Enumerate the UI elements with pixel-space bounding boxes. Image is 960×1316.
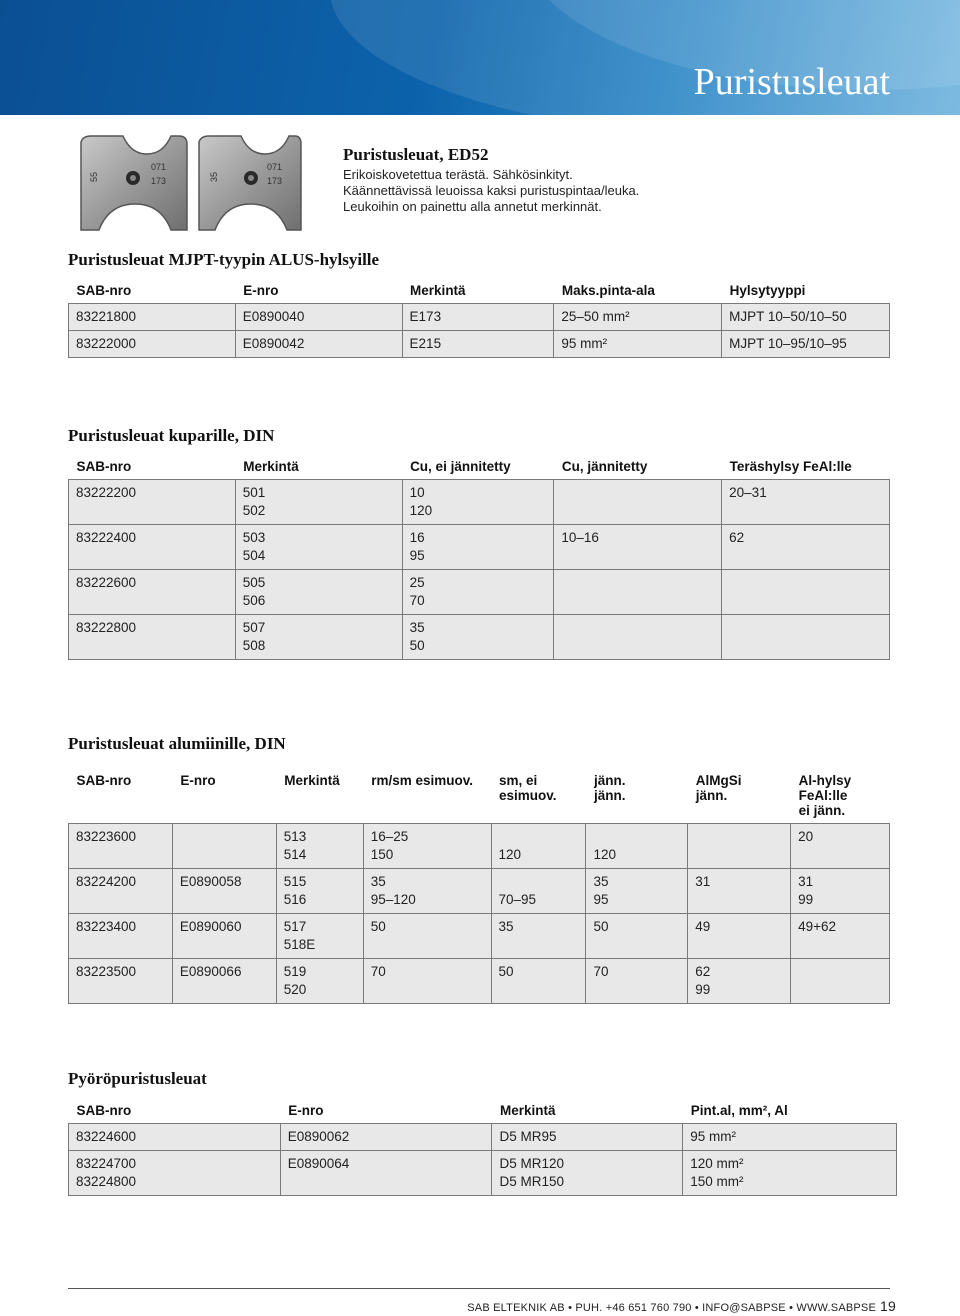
table-cell: 83221800 bbox=[69, 304, 236, 331]
table-cell: MJPT 10–50/10–50 bbox=[722, 304, 890, 331]
table-cell: D5 MR120 D5 MR150 bbox=[492, 1151, 683, 1196]
column-header: sm, ei esimuov. bbox=[499, 773, 557, 803]
column-header: SAB-nro bbox=[76, 773, 132, 788]
round-table bbox=[68, 1103, 897, 1196]
column-header: Hylsytyyppi bbox=[729, 283, 806, 298]
crimp-jaws-image bbox=[75, 130, 305, 240]
table-cell: 83222200 bbox=[69, 480, 236, 525]
table-cell: 70–95 bbox=[491, 869, 586, 914]
table-cell bbox=[722, 615, 890, 660]
table-row bbox=[69, 480, 890, 525]
section-title-cu: Puristusleuat kuparille, DIN bbox=[68, 426, 275, 445]
table-cell: 20 bbox=[791, 824, 890, 869]
table-cell: 10–16 bbox=[554, 525, 722, 570]
table-cell: 83222400 bbox=[69, 525, 236, 570]
table-cell: 95 mm² bbox=[683, 1124, 897, 1151]
table-cell: 31 bbox=[688, 869, 791, 914]
column-header: SAB-nro bbox=[76, 283, 132, 298]
column-header: Pint.al, mm², Al bbox=[690, 1103, 788, 1118]
column-header: AlMgSi jänn. bbox=[695, 773, 742, 803]
column-header: Cu, jännitetty bbox=[561, 459, 648, 474]
table-cell: 50 bbox=[363, 914, 491, 959]
table-cell: 49+62 bbox=[791, 914, 890, 959]
column-header: Maks.pinta-ala bbox=[561, 283, 655, 298]
cu-table bbox=[68, 459, 890, 660]
column-header: Merkintä bbox=[243, 459, 299, 474]
section-title-mjpt: Puristusleuat MJPT-tyypin ALUS-hylsyille bbox=[68, 250, 380, 269]
svg-text:071: 071 bbox=[267, 162, 283, 172]
column-header: E-nro bbox=[288, 1103, 324, 1118]
table-cell: 35 50 bbox=[402, 615, 554, 660]
table-cell: 503 504 bbox=[235, 525, 402, 570]
column-header: Merkintä bbox=[284, 773, 340, 788]
svg-text:173: 173 bbox=[267, 176, 283, 186]
column-header: Merkintä bbox=[410, 283, 466, 298]
table-row bbox=[69, 525, 890, 570]
table-cell: 16–25 150 bbox=[363, 824, 491, 869]
table-cell bbox=[554, 570, 722, 615]
svg-text:173: 173 bbox=[151, 176, 167, 186]
table-cell: 120 mm² 150 mm² bbox=[683, 1151, 897, 1196]
mjpt-table bbox=[68, 283, 890, 358]
intro-line: Leukoihin on painettu alla annetut merkinnät. bbox=[343, 199, 602, 214]
section-title-round: Pyöröpuristusleuat bbox=[68, 1069, 207, 1088]
table-row bbox=[69, 304, 890, 331]
table-cell: 50 bbox=[586, 914, 688, 959]
table-cell: E0890040 bbox=[235, 304, 402, 331]
table-cell: E215 bbox=[402, 331, 554, 358]
table-cell: 10 120 bbox=[402, 480, 554, 525]
table-cell: 83224200 bbox=[69, 869, 173, 914]
intro-line: Käännettävissä leuoissa kaksi puristuspintaa/leuka. bbox=[343, 183, 640, 198]
table-row bbox=[69, 615, 890, 660]
table-cell bbox=[172, 824, 276, 869]
intro-block bbox=[343, 145, 863, 215]
table-cell bbox=[791, 959, 890, 1004]
column-header: Al-hylsy FeAl:lle ei jänn. bbox=[798, 773, 852, 818]
column-header: SAB-nro bbox=[76, 459, 132, 474]
table-cell: E0890060 bbox=[172, 914, 276, 959]
table-cell: 120 bbox=[586, 824, 688, 869]
footer-divider bbox=[68, 1288, 890, 1289]
table-row bbox=[69, 1151, 897, 1196]
table-cell: 31 99 bbox=[791, 869, 890, 914]
table-cell: 25–50 mm² bbox=[554, 304, 722, 331]
footer bbox=[467, 1298, 896, 1314]
table-cell: E0890064 bbox=[280, 1151, 492, 1196]
column-header: E-nro bbox=[180, 773, 216, 788]
table-cell: 35 95 bbox=[586, 869, 688, 914]
table-row bbox=[69, 331, 890, 358]
table-cell bbox=[554, 615, 722, 660]
table-cell: E0890062 bbox=[280, 1124, 492, 1151]
table-cell: E0890066 bbox=[172, 959, 276, 1004]
table-cell: 83222800 bbox=[69, 615, 236, 660]
table-cell: 83222600 bbox=[69, 570, 236, 615]
table-cell: 70 bbox=[363, 959, 491, 1004]
page-title: Puristusleuat bbox=[693, 61, 890, 103]
table-cell: 515 516 bbox=[276, 869, 363, 914]
table-cell: 16 95 bbox=[402, 525, 554, 570]
table-cell: 83222000 bbox=[69, 331, 236, 358]
table-cell: 62 99 bbox=[688, 959, 791, 1004]
table-cell: 50 bbox=[491, 959, 586, 1004]
column-header: SAB-nro bbox=[76, 1103, 132, 1118]
table-cell: 95 mm² bbox=[554, 331, 722, 358]
table-cell: 517 518E bbox=[276, 914, 363, 959]
intro-line: Erikoiskovetettua terästä. Sähkösinkityt. bbox=[343, 167, 573, 182]
column-header: E-nro bbox=[243, 283, 279, 298]
table-cell: 83223600 bbox=[69, 824, 173, 869]
table-cell: E173 bbox=[402, 304, 554, 331]
table-cell: 83223400 bbox=[69, 914, 173, 959]
table-cell: 49 bbox=[688, 914, 791, 959]
table-cell: 35 bbox=[491, 914, 586, 959]
header-banner bbox=[0, 0, 960, 115]
section-title-al: Puristusleuat alumiinille, DIN bbox=[68, 734, 286, 753]
table-cell: 507 508 bbox=[235, 615, 402, 660]
table-cell: 70 bbox=[586, 959, 688, 1004]
al-table bbox=[68, 773, 890, 1004]
right-jaw bbox=[199, 136, 301, 230]
table-cell: 519 520 bbox=[276, 959, 363, 1004]
table-row bbox=[69, 1124, 897, 1151]
table-cell: 83224700 83224800 bbox=[69, 1151, 281, 1196]
table-cell: 120 bbox=[491, 824, 586, 869]
footer-contact: SAB ELTEKNIK AB • PUH. +46 651 760 790 • INFO@SABPSE • WWW.SABPSE bbox=[467, 1302, 877, 1314]
table-row bbox=[69, 869, 890, 914]
table-cell: 62 bbox=[722, 525, 890, 570]
table-row bbox=[69, 570, 890, 615]
column-header: jänn. jänn. bbox=[593, 773, 626, 803]
left-jaw bbox=[81, 136, 187, 230]
table-cell: 83224600 bbox=[69, 1124, 281, 1151]
table-cell: 505 506 bbox=[235, 570, 402, 615]
svg-text:35: 35 bbox=[209, 171, 219, 182]
page-number: 19 bbox=[880, 1298, 896, 1314]
svg-text:071: 071 bbox=[151, 162, 167, 172]
table-cell: 35 95–120 bbox=[363, 869, 491, 914]
table-cell: 25 70 bbox=[402, 570, 554, 615]
table-cell: MJPT 10–95/10–95 bbox=[722, 331, 890, 358]
column-header: rm/sm esimuov. bbox=[371, 773, 474, 788]
table-cell bbox=[688, 824, 791, 869]
svg-text:55: 55 bbox=[89, 171, 99, 182]
table-cell: E0890058 bbox=[172, 869, 276, 914]
table-cell: 513 514 bbox=[276, 824, 363, 869]
table-cell: 20–31 bbox=[722, 480, 890, 525]
table-row bbox=[69, 959, 890, 1004]
table-cell: 501 502 bbox=[235, 480, 402, 525]
column-header: Teräshylsy FeAl:lle bbox=[729, 459, 852, 474]
table-cell: E0890042 bbox=[235, 331, 402, 358]
table-cell: 83223500 bbox=[69, 959, 173, 1004]
table-row bbox=[69, 914, 890, 959]
table-cell bbox=[554, 480, 722, 525]
column-header: Cu, ei jännitetty bbox=[410, 459, 511, 474]
table-cell: D5 MR95 bbox=[492, 1124, 683, 1151]
table-row bbox=[69, 824, 890, 869]
column-header: Merkintä bbox=[499, 1103, 556, 1118]
intro-title: Puristusleuat, ED52 bbox=[343, 145, 489, 164]
table-cell bbox=[722, 570, 890, 615]
